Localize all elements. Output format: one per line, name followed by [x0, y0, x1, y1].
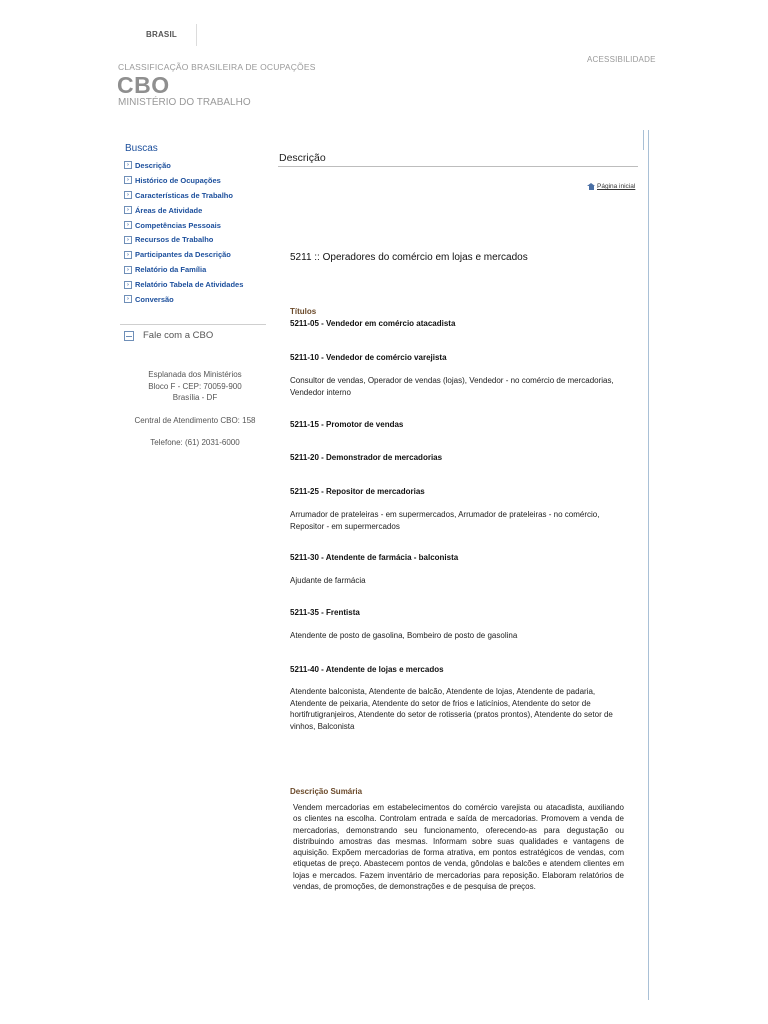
page-title: Descrição	[279, 152, 326, 164]
nav-item-relatorio-atividades[interactable]	[124, 277, 243, 292]
address-block	[120, 369, 270, 404]
bullet-icon: ›	[124, 251, 132, 259]
nav-menu	[124, 158, 243, 307]
titles-label: Títulos	[290, 307, 317, 316]
title-synonyms: Atendente balconista, Atendente de balcão, Atendente de lojas, Atendente de padaria, Atendente de peixaria, Atendente do setor de frios e laticínios, Atendente do setor de hortifrutigranjeiros, Atendente do setor de rotisseria (pratos prontos), Atendente do setor de vinhos, Balconista	[290, 687, 613, 731]
brasil-link[interactable]: BRASIL	[146, 30, 177, 39]
nav-item-recursos[interactable]	[124, 232, 243, 247]
bullet-icon: ›	[124, 221, 132, 229]
nav-item-label: Conversão	[135, 294, 174, 304]
contact-label: Fale com a CBO	[143, 330, 214, 341]
title-code: 5211-15 - Promotor de vendas	[290, 420, 404, 429]
nav-item-historico[interactable]	[124, 173, 243, 188]
title-code: 5211-25 - Repositor de mercadorias	[290, 487, 425, 496]
nav-item-caracteristicas[interactable]	[124, 188, 243, 203]
bullet-icon: ›	[124, 191, 132, 199]
content-border	[648, 130, 649, 1000]
cbo-logo[interactable]: CBO	[117, 72, 170, 98]
title-code: 5211-10 - Vendedor de comércio varejista	[290, 353, 447, 362]
nav-item-label: Histórico de Ocupações	[135, 175, 221, 185]
nav-item-label: Áreas de Atividade	[135, 205, 203, 215]
nav-divider	[120, 324, 266, 325]
phone-number: Telefone: (61) 2031-6000	[150, 438, 240, 447]
title-code: 5211-30 - Atendente de farmácia - balconista	[290, 553, 459, 562]
nav-item-relatorio-familia[interactable]	[124, 262, 243, 277]
summary-text: Vendem mercadorias em estabelecimentos do comércio varejista ou atacadista, auxiliando os clientes na escolha. Controlam entrada e saída de mercadorias. Promovem a venda de mercadorias, demonstrando seu funcionamento, oferecendo-as para degustação ou distribuindo amostras das mesmas. Informam sobre suas qualidades e vantagens de aquisição. Expõem mercadorias de forma atrativa, em pontos estratégicos de vendas, com etiquetas de preço. Abastecem pontos de venda, gôndolas e balcões e atendem clientes em lojas e mercados. Fazem inventário de mercadorias para reposição. Elaboram relatórios de vendas, de promoções, de demonstrações e de pesquisa de preços.	[293, 803, 624, 892]
fale-com-cbo-link[interactable]	[124, 330, 213, 341]
nav-item-label: Descrição	[135, 160, 171, 170]
title-code: 5211-35 - Frentista	[290, 608, 360, 617]
ministry-name: MINISTÉRIO DO TRABALHO	[118, 97, 251, 108]
acessibilidade-link[interactable]: ACESSIBILIDADE	[587, 55, 656, 64]
bullet-icon: ›	[124, 236, 132, 244]
home-icon	[587, 183, 595, 190]
content-border-top	[643, 130, 644, 150]
title-synonyms: Consultor de vendas, Operador de vendas (lojas), Vendedor - no comércio de mercadorias, Vendedor interno	[290, 376, 614, 397]
title-synonyms: Arrumador de prateleiras - em supermercados, Arrumador de prateleiras - no comércio, Repositor - em supermercados	[290, 510, 600, 531]
bullet-icon: ›	[124, 176, 132, 184]
home-link-label: Página inicial	[597, 183, 636, 190]
title-code: 5211-05 - Vendedor em comércio atacadista	[290, 319, 456, 328]
nav-item-label: Competências Pessoais	[135, 220, 221, 230]
topbar-divider	[196, 24, 197, 46]
nav-item-conversao[interactable]	[124, 292, 243, 307]
mail-icon	[124, 331, 134, 341]
home-link[interactable]	[587, 183, 635, 190]
site-subtitle: CLASSIFICAÇÃO BRASILEIRA DE OCUPAÇÕES	[118, 62, 316, 72]
address-line: Bloco F - CEP: 70059-900	[148, 381, 242, 391]
nav-item-competencias[interactable]	[124, 218, 243, 233]
title-synonyms: Atendente de posto de gasolina, Bombeiro de posto de gasolina	[290, 631, 518, 640]
address-line: Brasília - DF	[172, 393, 218, 402]
bullet-icon: ›	[124, 295, 132, 303]
occupation-heading: 5211 :: Operadores do comércio em lojas e mercados	[290, 252, 528, 263]
title-code: 5211-20 - Demonstrador de mercadorias	[290, 453, 443, 462]
title-divider	[278, 166, 638, 167]
title-code: 5211-40 - Atendente de lojas e mercados	[290, 665, 444, 674]
nav-item-label: Recursos de Trabalho	[135, 235, 214, 245]
title-synonyms: Ajudante de farmácia	[290, 576, 366, 585]
nav-item-label: Participantes da Descrição	[135, 250, 231, 260]
bullet-icon: ›	[124, 206, 132, 214]
nav-item-label: Relatório Tabela de Atividades	[135, 280, 244, 290]
summary-label: Descrição Sumária	[290, 787, 363, 796]
bullet-icon: ›	[124, 266, 132, 274]
address-line: Esplanada dos Ministérios	[148, 370, 242, 379]
central-atendimento: Central de Atendimento CBO: 158	[134, 416, 256, 425]
bullet-icon: ›	[124, 161, 132, 169]
nav-title: Buscas	[125, 143, 158, 154]
nav-item-descricao[interactable]	[124, 158, 243, 173]
nav-item-areas[interactable]	[124, 203, 243, 218]
nav-item-participantes[interactable]	[124, 247, 243, 262]
bullet-icon: ›	[124, 281, 132, 289]
nav-item-label: Características de Trabalho	[135, 190, 233, 200]
nav-item-label: Relatório da Família	[135, 265, 207, 275]
